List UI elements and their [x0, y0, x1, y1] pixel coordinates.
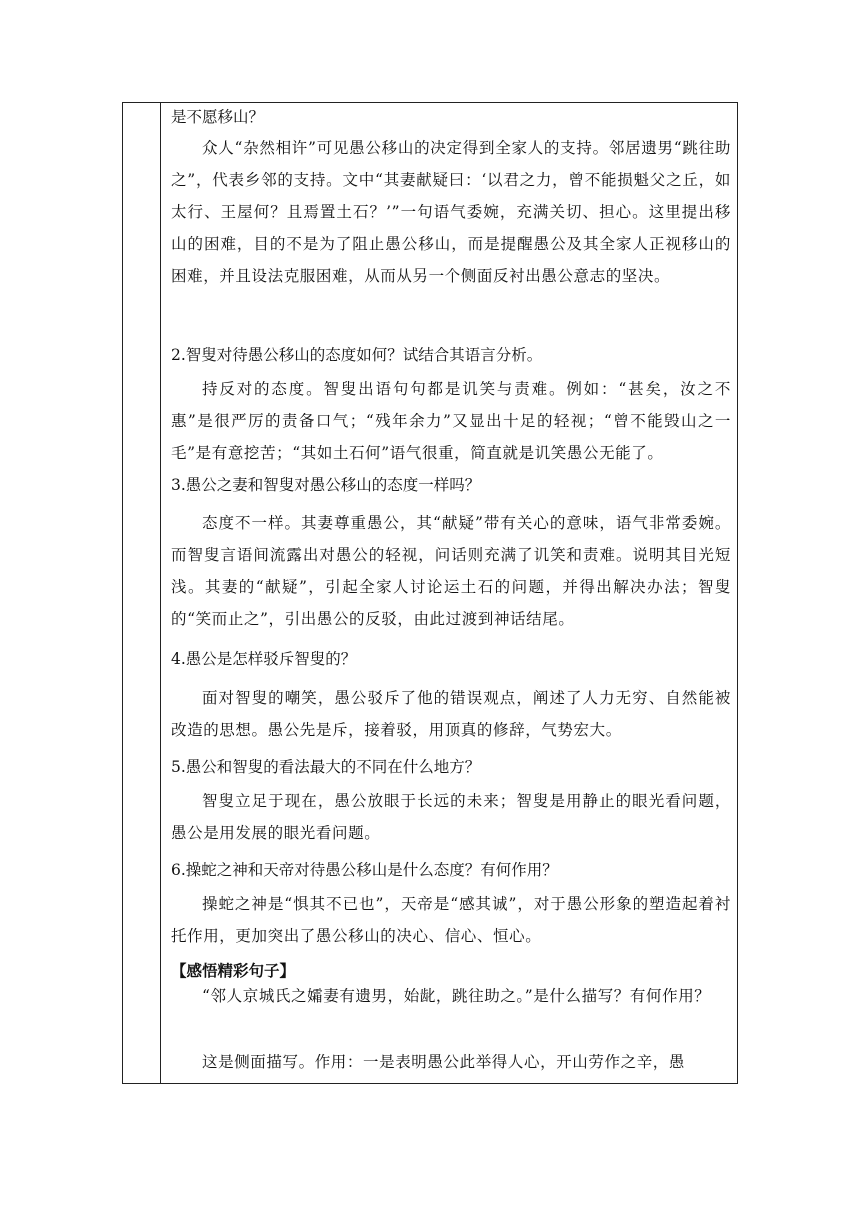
answer-1-paragraph: 众人“杂然相许”可见愚公移山的决定得到全家人的支持。邻居遗男“跳往助之”，代表乡邻的支持。文中“其妻献疑曰：‘以君之力，曾不能损魁父之丘，如太行、王屋何？且焉置土石？’”一句语气委婉，充满关切、担心。这里提出移山的困难，目的不是为了阻止愚公移山，而是提醒愚公及其全家人正视移山的困难，并且设法克服困难，从而从另一个侧面反衬出愚公意志的坚决。 — [171, 139, 731, 285]
answer-3-paragraph: 态度不一样。其妻尊重愚公，其“献疑”带有关心的意味，语气非常委婉。而智叟言语间流露出对愚公的轻视，问话则充满了讥笑和责难。说明其目光短浅。其妻的“献疑”，引起全家人讨论运土石的问题，并得出解决办法；智叟的“笑而止之”，引出愚公的反驳，由此过渡到神话结尾。 — [171, 514, 731, 628]
question-2: 2.智叟对待愚公移山的态度如何？试结合其语言分析。 — [171, 346, 543, 364]
answer-4-paragraph: 面对智叟的嘲笑，愚公驳斥了他的错误观点，阐述了人力无穷、自然能被改造的思想。愚公先是斥，接着驳，用顶真的修辞，气势宏大。 — [171, 689, 731, 739]
section-heading: 【感悟精彩句子】 — [171, 962, 296, 980]
question-5: 5.愚公和智叟的看法最大的不同在什么地方？ — [171, 758, 481, 776]
question-6: 6.操蛇之神和天帝对待愚公移山是什么态度？有何作用？ — [171, 861, 558, 879]
continuation-line: 是不愿移山？ — [171, 108, 265, 126]
answer-6-paragraph: 操蛇之神是“惧其不已也”，天帝是“感其诚”，对于愚公形象的塑造起着衬托作用，更加突出了愚公移山的决心、信心、恒心。 — [171, 895, 731, 945]
answer-7-paragraph: 这是侧面描写。作用：一是表明愚公此举得人心，开山劳作之辛，愚 — [202, 1053, 686, 1071]
left-column-cell — [123, 103, 161, 1083]
answer-2-paragraph: 持反对的态度。智叟出语句句都是讥笑与责难。例如：“甚矣，汝之不惠”是很严厉的责备口气；“残年余力”又显出十足的轻视；“曾不能毁山之一毛”是有意挖苦；“其如土石何”语气很重，简直就是讥笑愚公无能了。 — [171, 380, 731, 462]
answer-5-paragraph: 智叟立足于现在，愚公放眼于长远的未来；智叟是用静止的眼光看问题，愚公是用发展的眼光看问题。 — [171, 792, 731, 842]
question-4: 4.愚公是怎样驳斥智叟的？ — [171, 650, 357, 668]
worksheet-table — [122, 102, 738, 1084]
question-3: 3.愚公之妻和智叟对愚公移山的态度一样吗？ — [171, 476, 481, 494]
question-7-paragraph: “邻人京城氏之孀妻有遗男，始龀，跳往助之。”是什么描写？有何作用？ — [202, 987, 711, 1005]
content-cell — [171, 103, 731, 1083]
